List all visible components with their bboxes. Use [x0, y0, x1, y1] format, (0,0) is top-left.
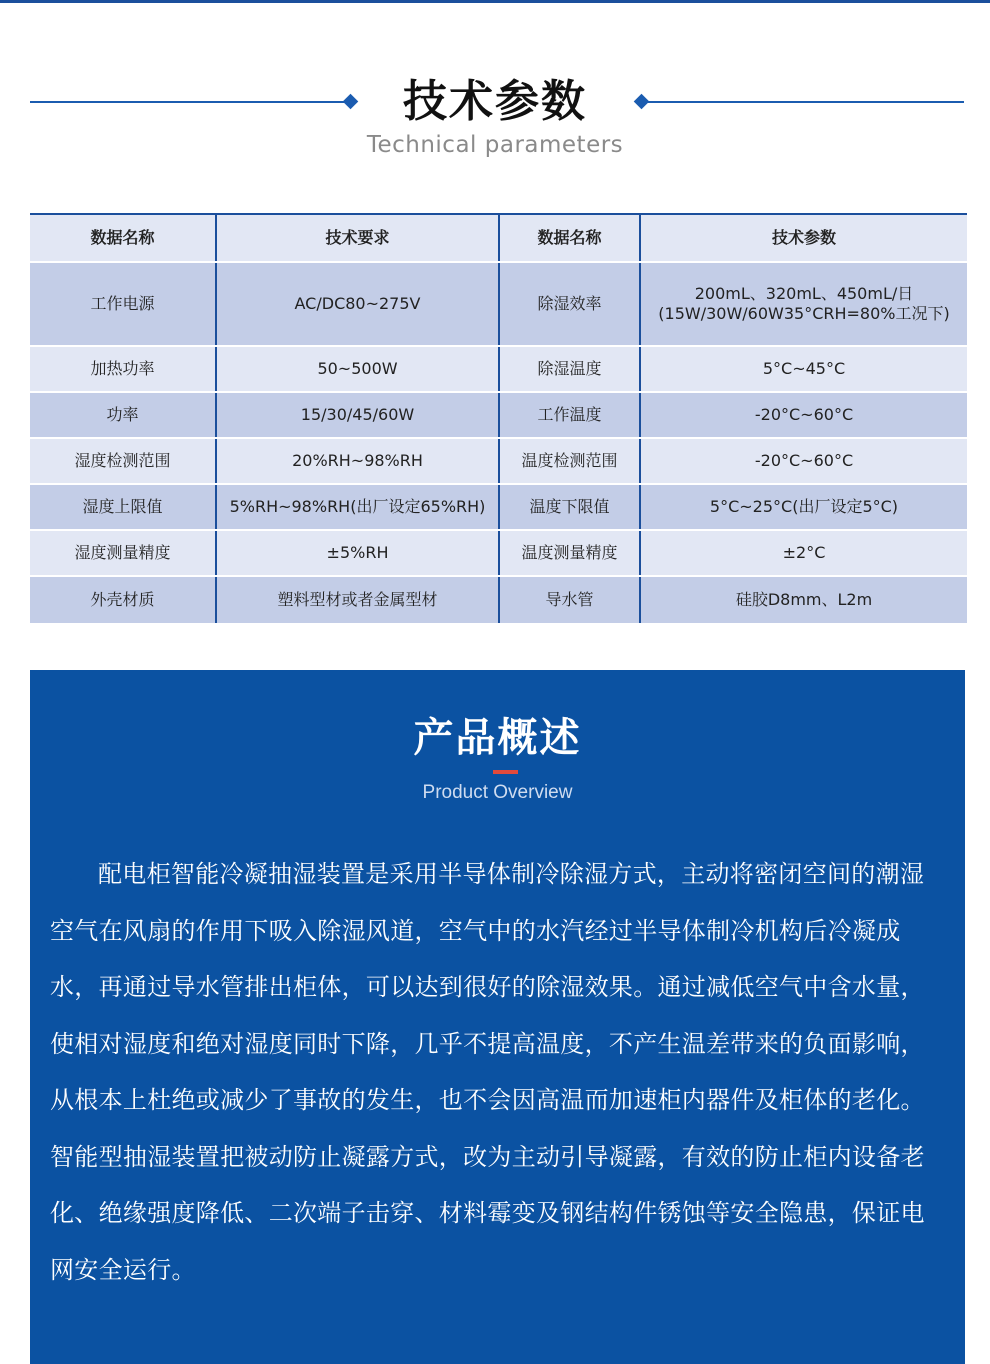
table-cell: 除湿温度 — [500, 347, 641, 391]
table-cell: 塑料型材或者金属型材 — [217, 577, 500, 623]
table-cell: 工作温度 — [500, 393, 641, 437]
table-cell: 硅胶D8mm、L2m — [735, 590, 873, 609]
table-cell: 导水管 — [500, 577, 641, 623]
table-cell: 加热功率 — [30, 347, 217, 391]
table-cell: 湿度检测范围 — [30, 439, 217, 483]
table-cell: 温度检测范围 — [500, 439, 641, 483]
table-cell: 湿度上限值 — [30, 485, 217, 529]
table-cell: -20°C~60°C — [754, 451, 854, 470]
table-row — [30, 485, 967, 531]
decor-line-right — [644, 101, 964, 103]
product-overview-section — [30, 670, 965, 1364]
table-cell: 5%RH~98%RH(出厂设定65%RH) — [217, 485, 500, 529]
table-header-row — [30, 215, 967, 263]
table-cell: 温度测量精度 — [500, 531, 641, 575]
table-row — [30, 439, 967, 485]
tech-params-header — [0, 60, 990, 170]
table-cell: 50~500W — [217, 347, 500, 391]
table-row — [30, 577, 967, 623]
table-cell: AC/DC80~275V — [217, 263, 500, 345]
table-cell: 20%RH~98%RH — [217, 439, 500, 483]
table-cell: 5°C~45°C — [762, 359, 846, 378]
header-cell: 数据名称 — [500, 215, 641, 261]
tech-params-subtitle: Technical parameters — [366, 132, 624, 158]
table-cell: 除湿效率 — [500, 263, 641, 345]
header-cell: 数据名称 — [30, 215, 217, 261]
table-cell: ±5%RH — [217, 531, 500, 575]
header-cell: 技术要求 — [217, 215, 500, 261]
table-row — [30, 393, 967, 439]
table-row — [30, 263, 967, 347]
table-cell: 15/30/45/60W — [217, 393, 500, 437]
table-row — [30, 531, 967, 577]
overview-subtitle: Product Overview — [422, 782, 573, 803]
overview-body: 配电柜智能冷凝抽湿装置是采用半导体制冷除湿方式，主动将密闭空间的潮湿空气在风扇的作用下吸入除湿风道，空气中的水汽经过半导体制冷机构后冷凝成水，再通过导水管排出柜体，可以达到很好的除湿效果。通过减低空气中含水量，使相对湿度和绝对湿度同时下降，几乎不提高温度，不产生温差带来的负面影响，从根本上杜绝或减少了事故的发生，也不会因高温而加速柜内器件及柜体的老化。智能型抽湿装置把被动防止凝露方式，改为主动引导凝露，有效的防止柜内设备老化、绝缘强度降低、二次端子击穿、材料霉变及钢结构件锈蚀等安全隐患，保证电网安全运行。 — [50, 860, 925, 1284]
table-cell: -20°C~60°C — [754, 405, 854, 424]
table-cell — [641, 263, 967, 345]
spec-table — [30, 213, 967, 622]
table-cell: 温度下限值 — [500, 485, 641, 529]
top-border — [0, 0, 990, 3]
header-cell: 技术参数 — [771, 228, 836, 247]
title-accent-bar — [493, 770, 518, 774]
table-cell: 功率 — [30, 393, 217, 437]
table-cell-line: 200mL、320mL、450mL/日 — [694, 284, 914, 303]
tech-params-title: 技术参数 — [403, 76, 587, 127]
table-cell: 5°C~25°C(出厂设定5°C) — [709, 497, 899, 516]
table-cell: 湿度测量精度 — [30, 531, 217, 575]
table-cell: 外壳材质 — [30, 577, 217, 623]
table-cell: 工作电源 — [30, 263, 217, 345]
table-cell-line: (15W/30W/60W35°CRH=80%工况下) — [658, 304, 950, 323]
table-row — [30, 347, 967, 393]
table-cell: ±2°C — [782, 543, 826, 562]
overview-title: 产品概述 — [413, 715, 582, 761]
